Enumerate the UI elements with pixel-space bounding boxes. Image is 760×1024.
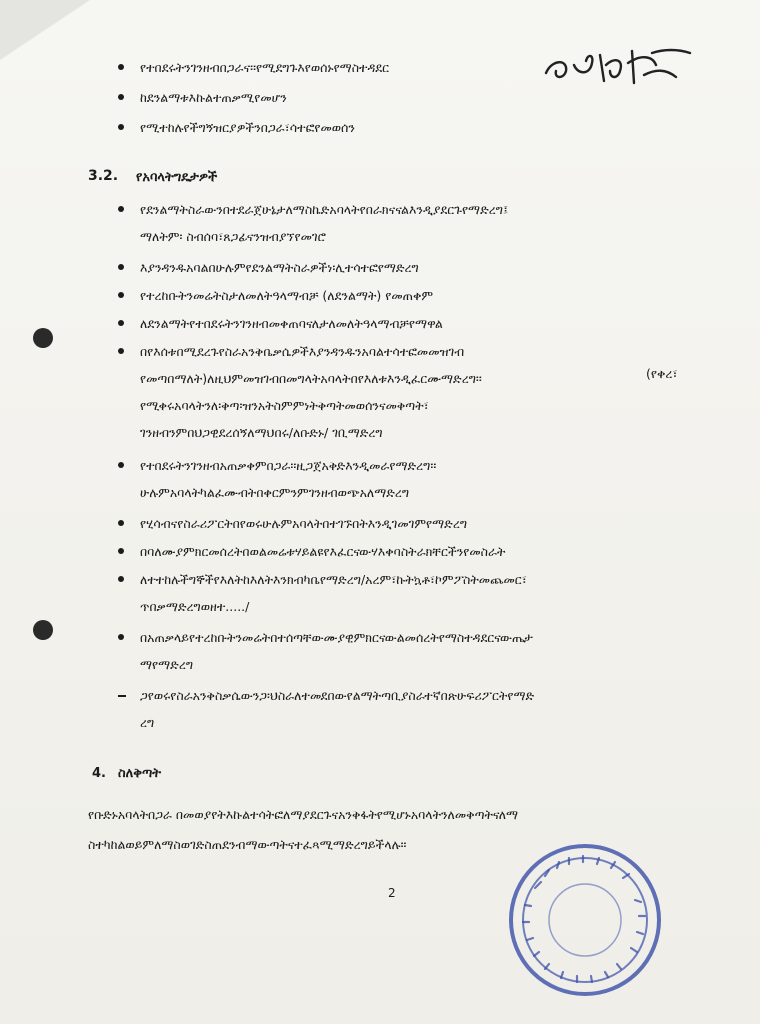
bullet-icon bbox=[118, 548, 124, 554]
section-title: የአባላትግዴታዎች bbox=[136, 170, 218, 185]
punch-hole bbox=[33, 328, 53, 348]
bullet-icon bbox=[118, 576, 124, 582]
handwritten-note-text: ገ/ስላሴ bbox=[540, 35, 543, 36]
paragraph: የቡድኑአባላትበጋራ በመወያየትእኩልተሳትፎለማያደርጉናአንቅፋትየሚሆኑአባላትንለመቅጣትናለማ ስተካከልወይምለማስወገድስጠደንብማውጣትናተፈጻሚማድረግይችላሉ፡፡ bbox=[88, 807, 519, 852]
list-item: ከደንልማቱእኩልተጠቃሚየመሆን bbox=[118, 84, 678, 111]
bullet-icon bbox=[118, 520, 124, 526]
list-item: የሂሳብናየስራሪፖርትበየወሩሁሉምአባላትበተገኙበትእንዲገመገምየማድረግ bbox=[118, 510, 678, 537]
bullet-icon bbox=[118, 462, 124, 468]
section-number: 3.2. bbox=[88, 168, 119, 184]
list-item: የተበደሩትንገንዘብበጋራና፡፡የሚደግጉእየወሰኑየማስተዳደር bbox=[118, 54, 678, 81]
list-item: የተረከቡትንመሬትስታለመለትዓላማብቻ (ለደንልማት) የመጠቀም bbox=[118, 282, 678, 309]
bullet-icon bbox=[118, 348, 124, 354]
bullet-icon bbox=[118, 64, 124, 70]
punch-hole bbox=[33, 620, 53, 640]
list-item: እያንዳንዱአባልበሁሉምየደንልማትስራዎችነ፡ሊተሳተፎየማድረግ bbox=[118, 254, 678, 281]
list-item: በአጠቃላይየተረከቡትንመሬትበተሰጣቸውሙያዊምክርናውልመሰረትየማስተዳደርናውጤታ ማየማድረግ bbox=[118, 624, 678, 678]
bullet-icon bbox=[118, 264, 124, 270]
bullet-icon bbox=[118, 320, 124, 326]
dash-icon bbox=[118, 695, 126, 697]
list-item: የተበደሩትንገንዘብአጠቃቀምበጋራ፡፡ዚጋጀአቅድእንዲመራየማድረግ፡፡ ሁሉምአባላትካልፈሙብትበቀርምንምገንዘብወጭአለማድረግ bbox=[118, 452, 678, 506]
folded-corner bbox=[0, 0, 90, 60]
list-item: ጋየወሩየስራአንቅስቃሴውንጋ፡ህስራለተመደበውየልማትጣቢያስራተኛበጽሁፍሪፖርትየማድ ረግ bbox=[118, 682, 678, 736]
page-number: 2 bbox=[388, 886, 396, 900]
section-number: 4. bbox=[92, 766, 106, 781]
section-title: ስለቅጣት bbox=[118, 766, 162, 781]
list-item: የደንልማትስራውንበተደራጀሁኔታለማስኬድአባላትየበራክናናልእንዲያደርጉየማድረግ፤ ማለትም፡ ስብሰባ፣ጸጋፊናንዝብያኘየመገሮ bbox=[118, 196, 678, 250]
bullet-icon bbox=[118, 124, 124, 130]
list-item: የሚተከሉየችግኝዝርያዎችንበጋራ፣ሳተፎየመወሰን bbox=[118, 114, 678, 141]
bullet-icon bbox=[118, 94, 124, 100]
margin-note: (የቀረ፣ bbox=[646, 366, 678, 381]
bullet-icon bbox=[118, 292, 124, 298]
list-item: ለተተከሉችግኞችየእለትከእለትእንክብካቤየማድረግ/አረም፣ኩትኳቶ፣ኮምፖስትመጨመር፣ ጥበቃማድረግወዘተ...../ bbox=[118, 566, 678, 620]
bullet-icon bbox=[118, 206, 124, 212]
list-item: ለደንልማትየተበደሩትንገንዘብመቀጠባናለታለመለትዓላማብቻየማዋል bbox=[118, 310, 678, 337]
bullet-icon bbox=[118, 634, 124, 640]
official-stamp bbox=[505, 840, 665, 1000]
list-item: በባለሙያምክርመሰረትበወልመሬቱሃይልዩየእፈርናውሃእቀባስትራክቸርችንየመስራት bbox=[118, 538, 678, 565]
list-item: በየእሰቱበሚደረጉየስራአንቅቤቃሴዎችእያንዳንዱንአባልተሳተፎመመዝገብ የመጣበማለት)ለዚህምመዝገብበመግላትአባላትበየእለቱእንዲፈርሙማድረግ፡፡ የሚቀሩአባላትንለ፡ቅጣ፡ዝንአትስምምነትቅጣትመወሰንናመቅጣት፣ ገንዘብንምበህጋዊደረሰኝለማህበሩ/ለቡድኑ/ ገቢማድረግ bbox=[118, 338, 678, 446]
